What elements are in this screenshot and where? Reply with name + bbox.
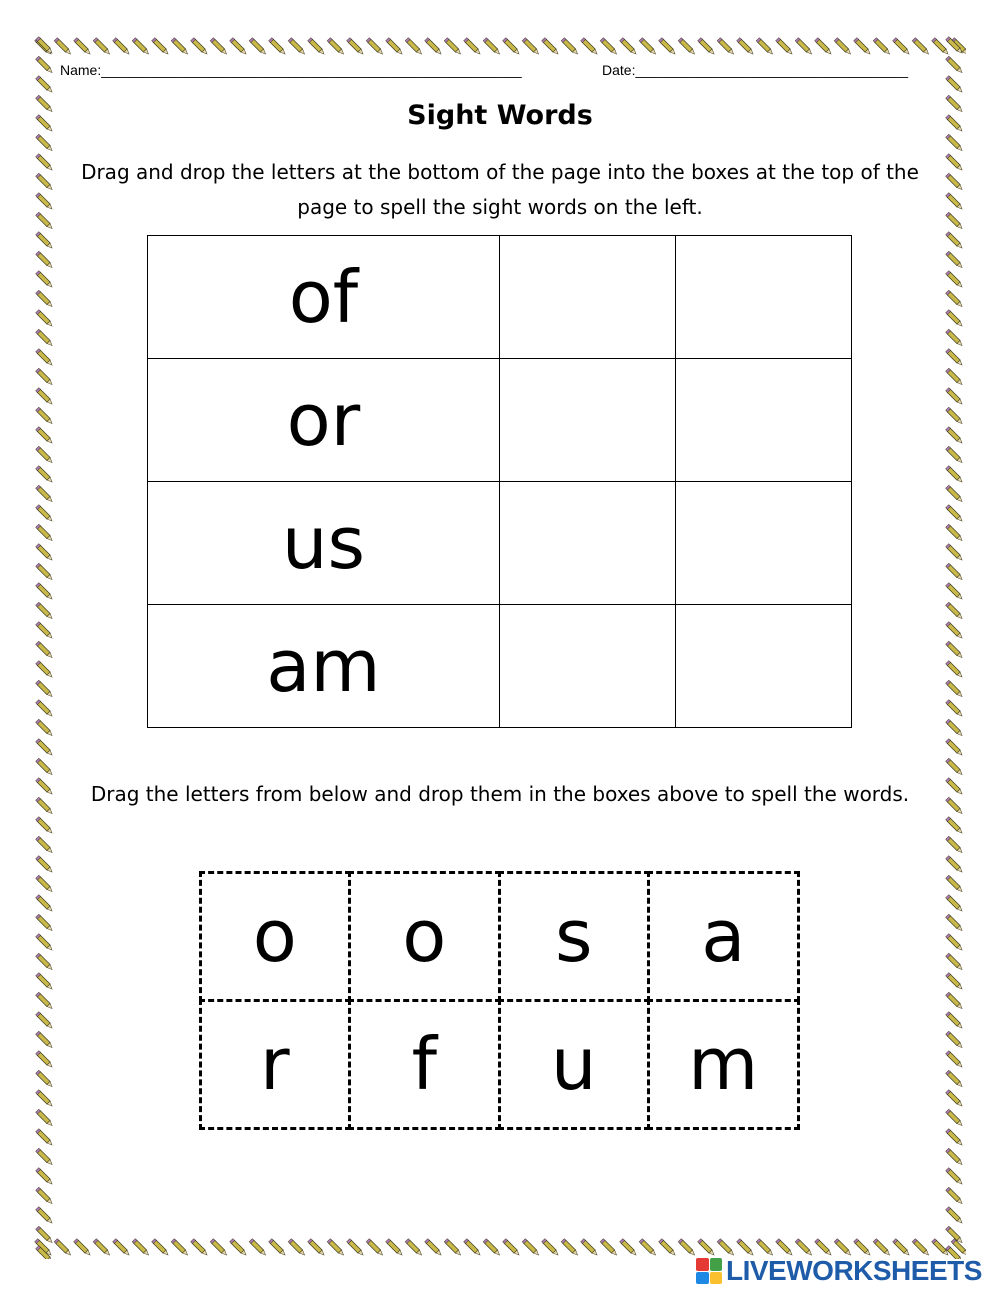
pencil-border-top bbox=[34, 36, 966, 58]
words-table bbox=[147, 235, 852, 728]
letter-tile[interactable]: m bbox=[647, 999, 800, 1130]
sight-word: am bbox=[148, 605, 500, 728]
letter-tile[interactable]: o bbox=[199, 871, 352, 1002]
word-row bbox=[148, 482, 852, 605]
date-field: Date:___________________________________ bbox=[602, 62, 908, 78]
sight-word: or bbox=[148, 359, 500, 482]
drop-box[interactable] bbox=[675, 482, 851, 605]
drop-box[interactable] bbox=[499, 359, 675, 482]
drop-box[interactable] bbox=[499, 236, 675, 359]
letter-tile[interactable]: f bbox=[348, 999, 501, 1130]
brand-name: LIVEWORKSHEETS bbox=[726, 1255, 982, 1286]
letter-tile[interactable]: r bbox=[199, 999, 352, 1130]
letter-tile[interactable]: s bbox=[498, 871, 651, 1002]
liveworksheets-logo[interactable] bbox=[696, 1256, 982, 1286]
pencil-icon bbox=[34, 36, 56, 1259]
instructions-top: Drag and drop the letters at the bottom of the page into the boxes at the top of the page to spell the sight words on the left. bbox=[81, 160, 919, 219]
name-field: Name:______________________________________________________ bbox=[60, 62, 522, 78]
letter-tile[interactable]: a bbox=[647, 871, 800, 1002]
sight-word: of bbox=[148, 236, 500, 359]
sight-word: us bbox=[148, 482, 500, 605]
word-row bbox=[148, 236, 852, 359]
letter-tile[interactable]: o bbox=[348, 871, 501, 1002]
pencil-icon bbox=[944, 36, 966, 1259]
letter-tile[interactable]: u bbox=[498, 999, 651, 1130]
word-row bbox=[148, 359, 852, 482]
drop-box[interactable] bbox=[499, 605, 675, 728]
drop-box[interactable] bbox=[675, 236, 851, 359]
pencil-border-left bbox=[34, 36, 56, 1259]
letter-bank bbox=[200, 872, 798, 1128]
instructions-bottom: Drag the letters from below and drop them in the boxes above to spell the words. bbox=[90, 782, 910, 806]
drop-box[interactable] bbox=[499, 482, 675, 605]
pencil-border-right bbox=[944, 36, 966, 1259]
pencil-icon bbox=[34, 36, 966, 58]
drop-box[interactable] bbox=[675, 605, 851, 728]
word-row bbox=[148, 605, 852, 728]
page-title: Sight Words bbox=[407, 100, 593, 131]
liveworksheets-logo-icon bbox=[696, 1258, 722, 1284]
drop-box[interactable] bbox=[675, 359, 851, 482]
